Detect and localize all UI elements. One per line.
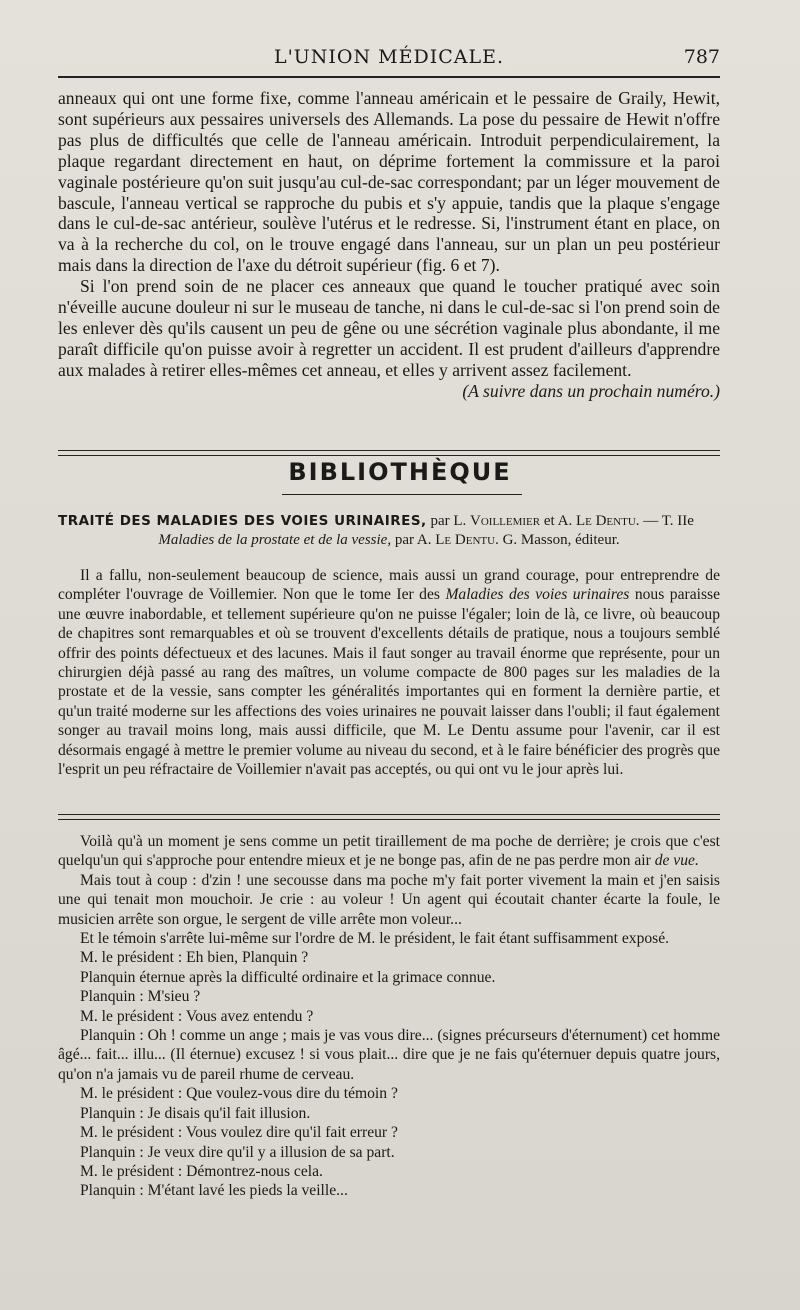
dialogue-line: M. le président : Eh bien, Planquin ? [80, 949, 309, 967]
paragraph-precautions: Si l'on prend soin de ne placer ces anneaux que quand le toucher pratiqué avec soin n'éveille aucune douleur ni sur le museau de tanche, ni dans le cul-de-sac si l'on prend soin de les enlever dès qu'ils causent un peu de gêne ou une sécrétion vaginale plus abondante, il me paraît difficile qu'on puisse avoir à regretter un accident. Il est prudent d'ailleurs d'apprendre aux malades à retirer elles-mêmes cet anneau, et elles y arrivent assez facilement. [58, 276, 720, 380]
book-title-line [58, 512, 720, 531]
author-le-dentu: Le Dentu [575, 513, 636, 529]
author-voillemier: Voillemier [470, 513, 541, 529]
dialogue-line: M. le président : Vous avez entendu ? [80, 1007, 314, 1025]
running-header [58, 44, 720, 74]
book-subtitle-line [58, 531, 720, 550]
dialogue-line: Planquin : Je veux dire qu'il y a illusion de sa part. [80, 1143, 395, 1161]
dialogue-line: M. le président : Que voulez-vous dire du témoin ? [80, 1085, 398, 1103]
paragraph-pessaire: anneaux qui ont une forme fixe, comme l'anneau américain et le pessaire de Graily, Hewit, sont supérieurs aux pessaires universels des Allemands. La pose du pessaire de Hewit n'offre pas plus de difficultés que celle de l'anneau américain. Introduit perpendiculairement, la plaque regardant directement en haut, on déprime fortement la commissure et la paroi vaginale postérieure qu'on suit jusqu'au cul-de-sac correspondant; par un léger mouvement de bascule, l'anneau vertical se rapproche du pubis et s'y appuie, tandis que la plaque s'engage dans le cul-de-sac antérieur, soulève l'utérus et le redresse. Si, l'instrument étant en place, on va à la recherche du col, on le trouve engagé dans l'anneau, sur un plan un peu postérieur mais dans la direction de l'axe du détroit supérieur (fig. 6 et 7). [58, 88, 720, 276]
book-tome: . — T. IIe [635, 513, 694, 529]
page-number: 787 [683, 46, 720, 68]
publisher: . G. Masson, éditeur. [495, 531, 620, 548]
review-text-1: Il a fallu, non-seulement beaucoup de science, mais aussi un grand courage, pour entreprendre de compléter l'ouvrage de Voillemier. Non que le tome Ier des [58, 567, 720, 604]
dialogue-line: M. le président : Démontrez-nous cela. [80, 1162, 323, 1180]
dialogue-para: Et le témoin s'arrête lui-même sur l'ordre de M. le président, le fait étant suffisamment exposé. [80, 930, 670, 948]
section-title-rule [282, 494, 522, 495]
journal-title: L'UNION MÉDICALE. [273, 46, 505, 68]
dialogue-line: Planquin : M'sieu ? [80, 988, 201, 1006]
dialogue-para [58, 832, 720, 871]
first-article [58, 88, 720, 402]
book-subtitle: Maladies de la prostate et de la vessie, [158, 531, 392, 548]
dialogue-italic: de vue. [654, 852, 699, 870]
dialogue-line: Planquin éternue après la difficulté ordinaire et la grimace connue. [80, 968, 496, 986]
dialogue-text: Voilà qu'à un moment je sens comme un petit tiraillement de ma poche de derrière; je crois que c'est quelqu'un qui s'approche pour entendre mieux et je ne bonge pas, afin de ne pas perdre mon air [58, 833, 720, 870]
subtitle-by: par A. [391, 531, 436, 548]
dialogue-para: Mais tout à coup : d'zin ! une secousse dans ma poche m'y fait porter vivement la main et j'en saisis une qui tenait mon mouchoir. Je crie : au voleur ! Un agent qui écoutait chanter écarte la foule, le musicien arrête son orgue, le sergent de ville arrête mon voleur... [58, 871, 720, 928]
feuilleton-dialogue [58, 832, 720, 1201]
header-rule [58, 76, 720, 78]
dialogue-line: Planquin : M'étant lavé les pieds la veille... [80, 1182, 348, 1200]
book-title: TRAITÉ DES MALADIES DES VOIES URINAIRES, [58, 513, 427, 529]
continued-note: (A suivre dans un prochain numéro.) [462, 380, 720, 401]
review-text-2: nous paraisse une œuvre inabordable, et tellement supérieure qu'on ne puisse l'égaler; loin de là, ce livre, où beaucoup de chapitres sont remarquables et où se trouvent d'excellents détails de pratique, nous a toujours semblé offrir des points défectueux et des lacunes. Mais il faut songer au travail énorme que représente, pour un chirurgien déjà passé au rang des maîtres, un volume compacte de 800 pages sur les maladies de la prostate et de la vessie, sans compter les généralités importantes qui en forment la dernière partie, et qu'un traité moderne sur les affections des voies urinaires ne pouvait laisser dans l'oubli; il faut également songer au travail moins long, mais aussi difficile, que M. Le Dentu assume pour l'avenir, car il est désormais engagé à mettre le premier volume au niveau du second, et à le faire bénéficier des progrès que l'esprit un peu réfractaire de Voillemier n'avait pas acceptés, ou qui ont vu le jour après lui. [58, 586, 721, 779]
dialogue-line: M. le président : Vous voulez dire qu'il fait erreur ? [80, 1124, 398, 1142]
book-and: et A. [540, 513, 576, 529]
dialogue-line: Planquin : Je disais qu'il fait illusion. [80, 1104, 311, 1122]
dialogue-para: Planquin : Oh ! comme un ange ; mais je vas vous dire... (signes précurseurs d'éternument) cet homme âgé... fait... illu... (Il éternue) excusez ! si vous plait... dire que je ne fais qu'éternuer depuis quatre jours, qu'on n'a jamais vu de pareil rhume de cerveau. [58, 1027, 720, 1083]
review-italic-title: Maladies des voies urinaires [445, 586, 630, 604]
book-by: par L. [426, 513, 471, 529]
book-reference [58, 512, 720, 549]
section-title: BIBLIOTHÈQUE [288, 458, 512, 486]
section-divider [58, 450, 720, 456]
feuilleton-divider [58, 814, 720, 820]
book-review [58, 566, 720, 779]
review-paragraph [58, 566, 720, 779]
subtitle-author: Le Dentu [435, 531, 496, 548]
